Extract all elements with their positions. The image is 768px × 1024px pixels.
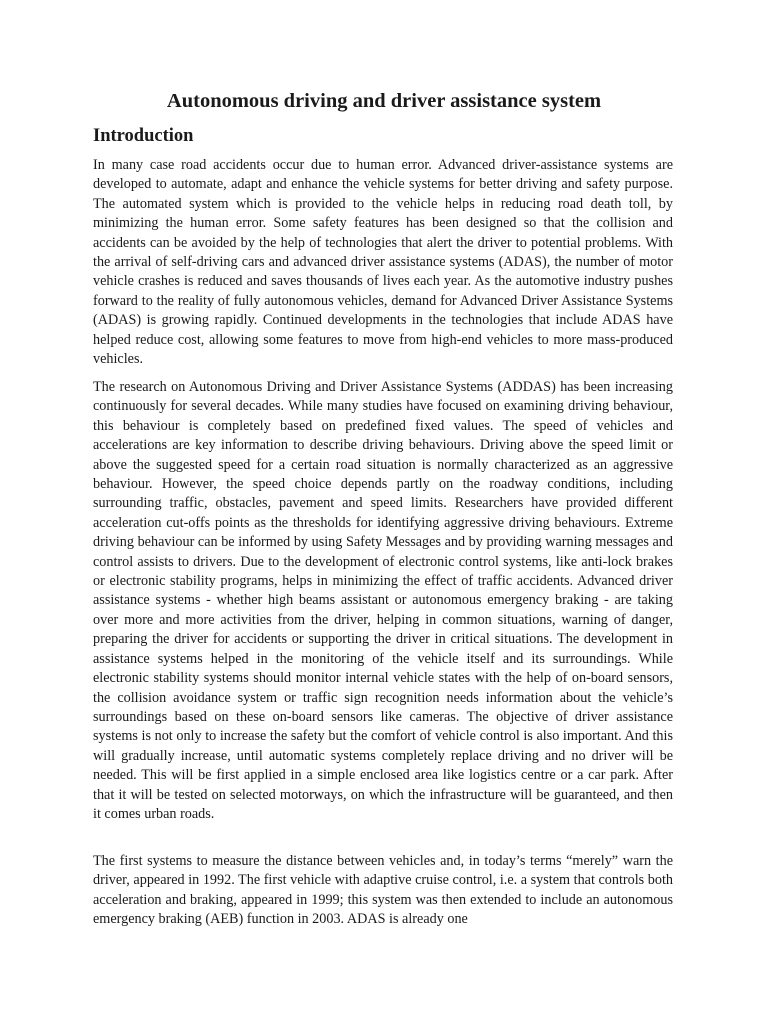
document-title: Autonomous driving and driver assistance system bbox=[166, 90, 602, 112]
section-heading-introduction: Introduction bbox=[93, 126, 194, 146]
paragraph: In many case road accidents occur due to human error. Advanced driver-assistance systems are developed to automate, adapt and enhance the vehicle systems for better driving and safety purpose. The automated system which is provided to the vehicle helps in reducing road death toll, by minimizing the human error. Some safety features has been designed so that the collision and accidents can be avoided by the help of technologies that alert the driver to potential problems. With the arrival of self-driving cars and advanced driver assistance systems (ADAS), the number of motor vehicle crashes is reduced and saves thousands of lives each year. As the automotive industry pushes forward to the reality of fully autonomous vehicles, demand for Advanced Driver Assistance Systems (ADAS) is growing rapidly. Continued developments in the technologies that include ADAS have helped reduce cost, allowing some features to move from high-end vehicles to more mass-produced vehicles. bbox=[93, 157, 673, 368]
paragraph: The first systems to measure the distance between vehicles and, in today’s terms “merely” warn the driver, appeared in 1992. The first vehicle with adaptive cruise control, i.e. a system that controls both acceleration and braking, appeared in 1999; this system was then extended to include an autonomous emergency braking (AEB) function in 2003. ADAS is already one bbox=[93, 853, 673, 928]
paragraph: The research on Autonomous Driving and Driver Assistance Systems (ADDAS) has been increasing continuously for several decades. While many studies have focused on examining driving behaviour, this behaviour is completely based on predefined fixed values. The speed of vehicles and accelerations are key information to describe driving behaviours. Driving above the speed limit or above the suggested speed for a certain road situation is normally characterized as an aggressive behaviour. However, the speed choice depends partly on the roadway conditions, including surrounding traffic, obstacles, pavement and speed limits. Researchers have provided different acceleration cut-offs points as the thresholds for identifying aggressive driving behaviours. Extreme driving behaviour can be informed by using Safety Messages and by providing warning messages and control assists to drivers. Due to the development of electronic control systems, like anti-lock brakes or electronic stability programs, helps in minimizing the effect of traffic accidents. Advanced driver assistance systems - whether high beams assistant or autonomous emergency braking - are taking over more and more activities from the driver, helping in common situations, warning of danger, preparing the driver for accidents or supporting the driver in critical situations. The development in assistance systems helped in the monitoring of the vehicle itself and its surroundings. While electronic stability systems should monitor internal vehicle states with the help of on-board sensors, the collision avoidance system or traffic sign recognition needs information about the vehicle’s surroundings based on these on-board sensors like cameras. The objective of driver assistance systems is not only to increase the safety but the comfort of vehicle control is also important. And this will gradually increase, until automatic systems completely replace driving and no driver will be needed. This will be first applied in a simple enclosed area like logistics centre or a car park. After that it will be tested on selected motorways, on which the infrastructure will be guaranteed, and then it comes urban roads. bbox=[93, 379, 673, 822]
